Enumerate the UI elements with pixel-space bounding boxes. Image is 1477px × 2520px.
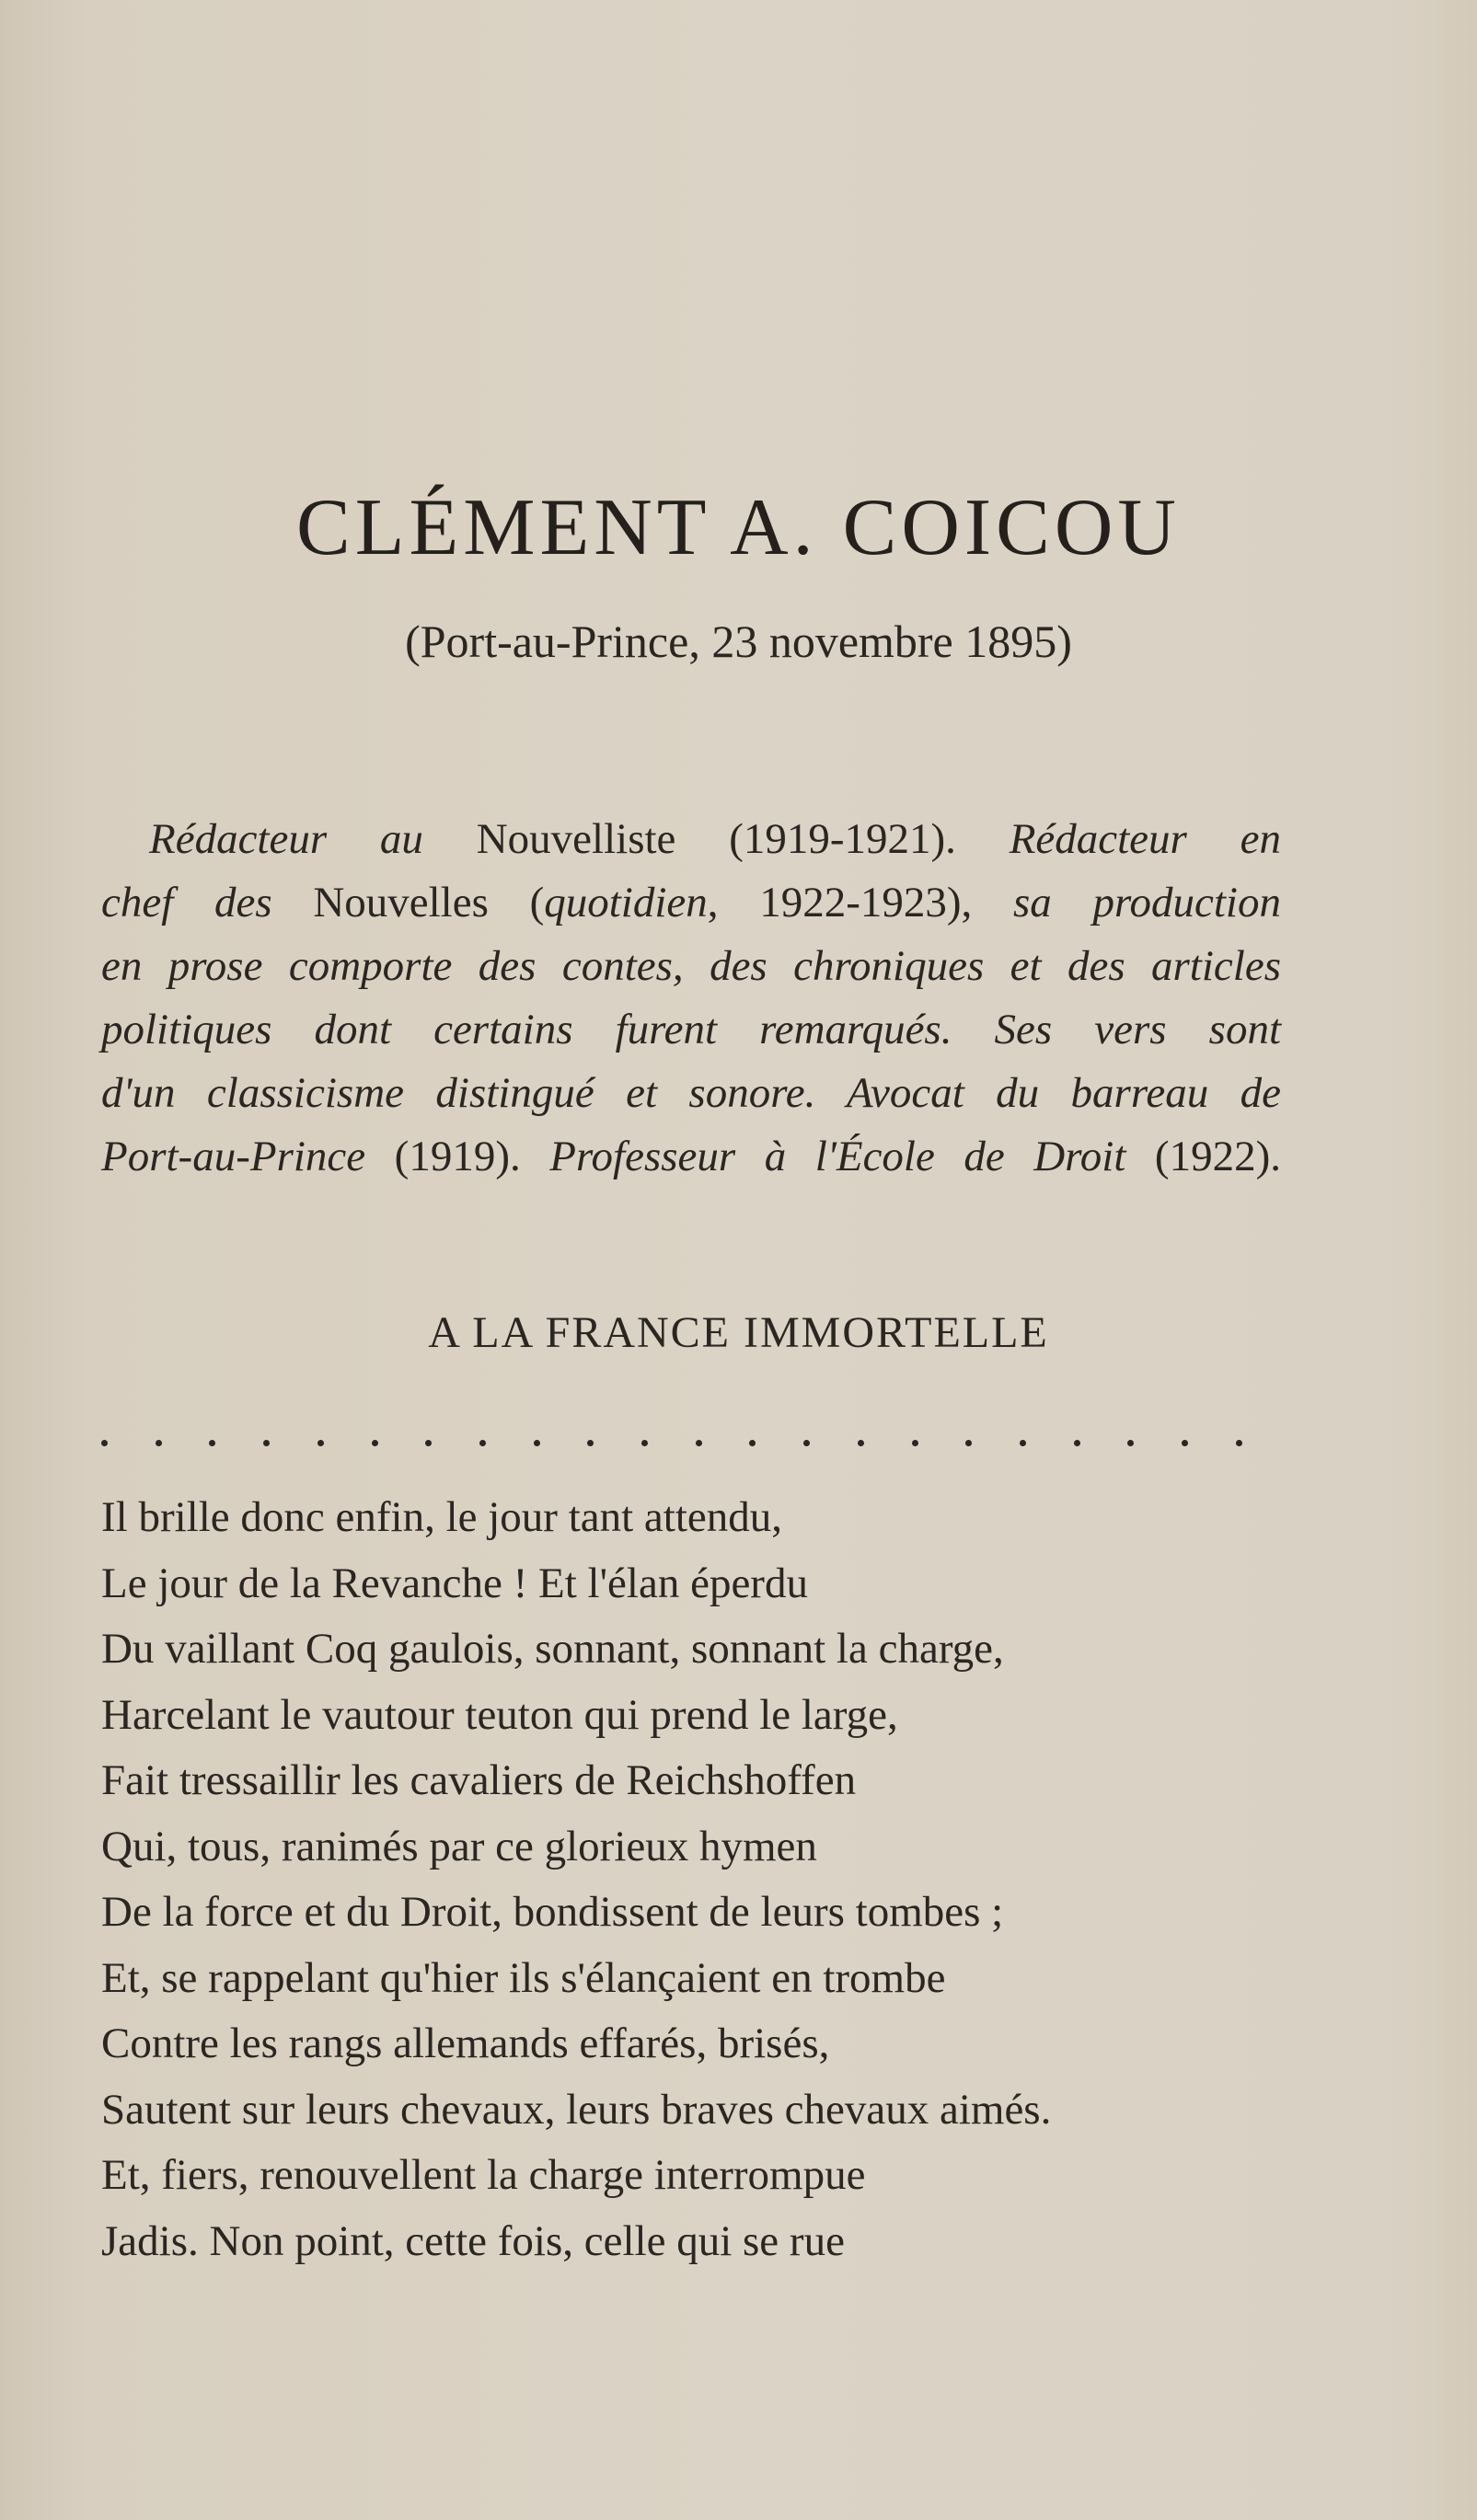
bio-text-run: quotidien — [544, 879, 708, 926]
poem-title: A LA FRANCE IMMORTELLE — [428, 1308, 1049, 1357]
ellipsis-dot — [209, 1440, 215, 1446]
bio-text-run: sa production — [1012, 879, 1281, 926]
ellipsis-dot — [858, 1440, 864, 1446]
author-birth-info: (Port-au-Prince, 23 novembre 1895) — [405, 616, 1072, 667]
bio-line — [101, 935, 1281, 998]
ellipsis-dot — [156, 1440, 162, 1446]
bio-text-run: (1922). — [1125, 1133, 1281, 1180]
bio-text-run: d'un classicisme distingué et sonore. Avocat du barreau de — [101, 1069, 1281, 1117]
ellipsis-dot — [1182, 1440, 1188, 1446]
ellipsis-dot — [317, 1440, 324, 1446]
poem-verse: De la force et du Droit, bondissent de leurs tombes ; — [101, 1888, 1004, 1936]
bio-text-run: Nouvelliste — [476, 815, 676, 863]
bio-text-run: Rédacteur en — [1009, 815, 1281, 863]
bio-text-run: , 1922-1923), — [707, 879, 1013, 926]
bio-line — [101, 1062, 1281, 1125]
bio-text-run: en prose comporte des contes, des chroniques et des articles — [101, 942, 1281, 990]
ellipsis-dot — [1236, 1440, 1242, 1446]
bio-text-run: (1919). — [365, 1133, 550, 1180]
poem-verse: Fait tressaillir les cavaliers de Reichshoffen — [101, 1756, 857, 1804]
ellipsis-dot — [101, 1440, 108, 1446]
bio-text-run: Port-au-Prince — [101, 1133, 366, 1180]
ellipsis-dot — [425, 1440, 432, 1446]
bio-text-run: Nouvelles — [313, 879, 489, 926]
bio-text-run: Professeur à l'École de Droit — [549, 1133, 1126, 1180]
bio-text-run: (1919-1921). — [675, 815, 1010, 863]
bio-text-run: Rédacteur au — [149, 815, 477, 863]
poem-verse: Il brille donc enfin, le jour tant attendu, — [101, 1493, 783, 1541]
bio-text-run: ( — [488, 879, 545, 926]
poem-verse: Qui, tous, ranimés par ce glorieux hymen — [101, 1822, 817, 1870]
ellipsis-dot — [263, 1440, 270, 1446]
ellipsis-dot — [965, 1440, 972, 1446]
ellipsis-dot — [1127, 1440, 1134, 1446]
poem-verse: Harcelant le vautour teuton qui prend le large, — [101, 1690, 898, 1739]
poem-verse: Jadis. Non point, cette fois, celle qui se rue — [101, 2216, 845, 2265]
ellipsis-dot — [803, 1440, 810, 1446]
ellipsis-dot — [587, 1440, 594, 1446]
poem-verse: Le jour de la Revanche ! Et l'élan éperdu — [101, 1559, 808, 1607]
poem-verse: Du vaillant Coq gaulois, sonnant, sonnant la charge, — [101, 1625, 1004, 1673]
poem-verses — [101, 1485, 1051, 2274]
bio-line — [101, 808, 1281, 871]
bio-line — [101, 871, 1281, 935]
ellipsis-dot — [912, 1440, 918, 1446]
ellipsis-dot — [372, 1440, 378, 1446]
ellipsis-dot — [696, 1440, 702, 1446]
poem-verse: Contre les rangs allemands effarés, brisés, — [101, 2019, 830, 2067]
biography-paragraph — [101, 808, 1281, 1189]
ellipsis-dot — [749, 1440, 756, 1446]
poem-verse: Et, fiers, renouvellent la charge interrompue — [101, 2151, 866, 2199]
ellipsis-dot — [1020, 1440, 1026, 1446]
bio-line — [101, 1125, 1281, 1189]
ellipsis-dot — [479, 1440, 486, 1446]
bio-text-run: politiques dont certains furent remarqués. Ses vers sont — [101, 1006, 1281, 1053]
ellipsis-dot — [1074, 1440, 1080, 1446]
ellipsis-dots-row — [101, 1429, 1242, 1456]
poem-verse: Sautent sur leurs chevaux, leurs braves chevaux aimés. — [101, 2085, 1052, 2134]
ellipsis-dot — [641, 1440, 648, 1446]
author-name: CLÉMENT A. COICOU — [296, 483, 1181, 572]
poem-verse: Et, se rappelant qu'hier ils s'élançaient en trombe — [101, 1953, 946, 2002]
bio-text-run: chef des — [101, 879, 314, 926]
ellipsis-dot — [534, 1440, 540, 1446]
bio-line — [101, 998, 1281, 1062]
